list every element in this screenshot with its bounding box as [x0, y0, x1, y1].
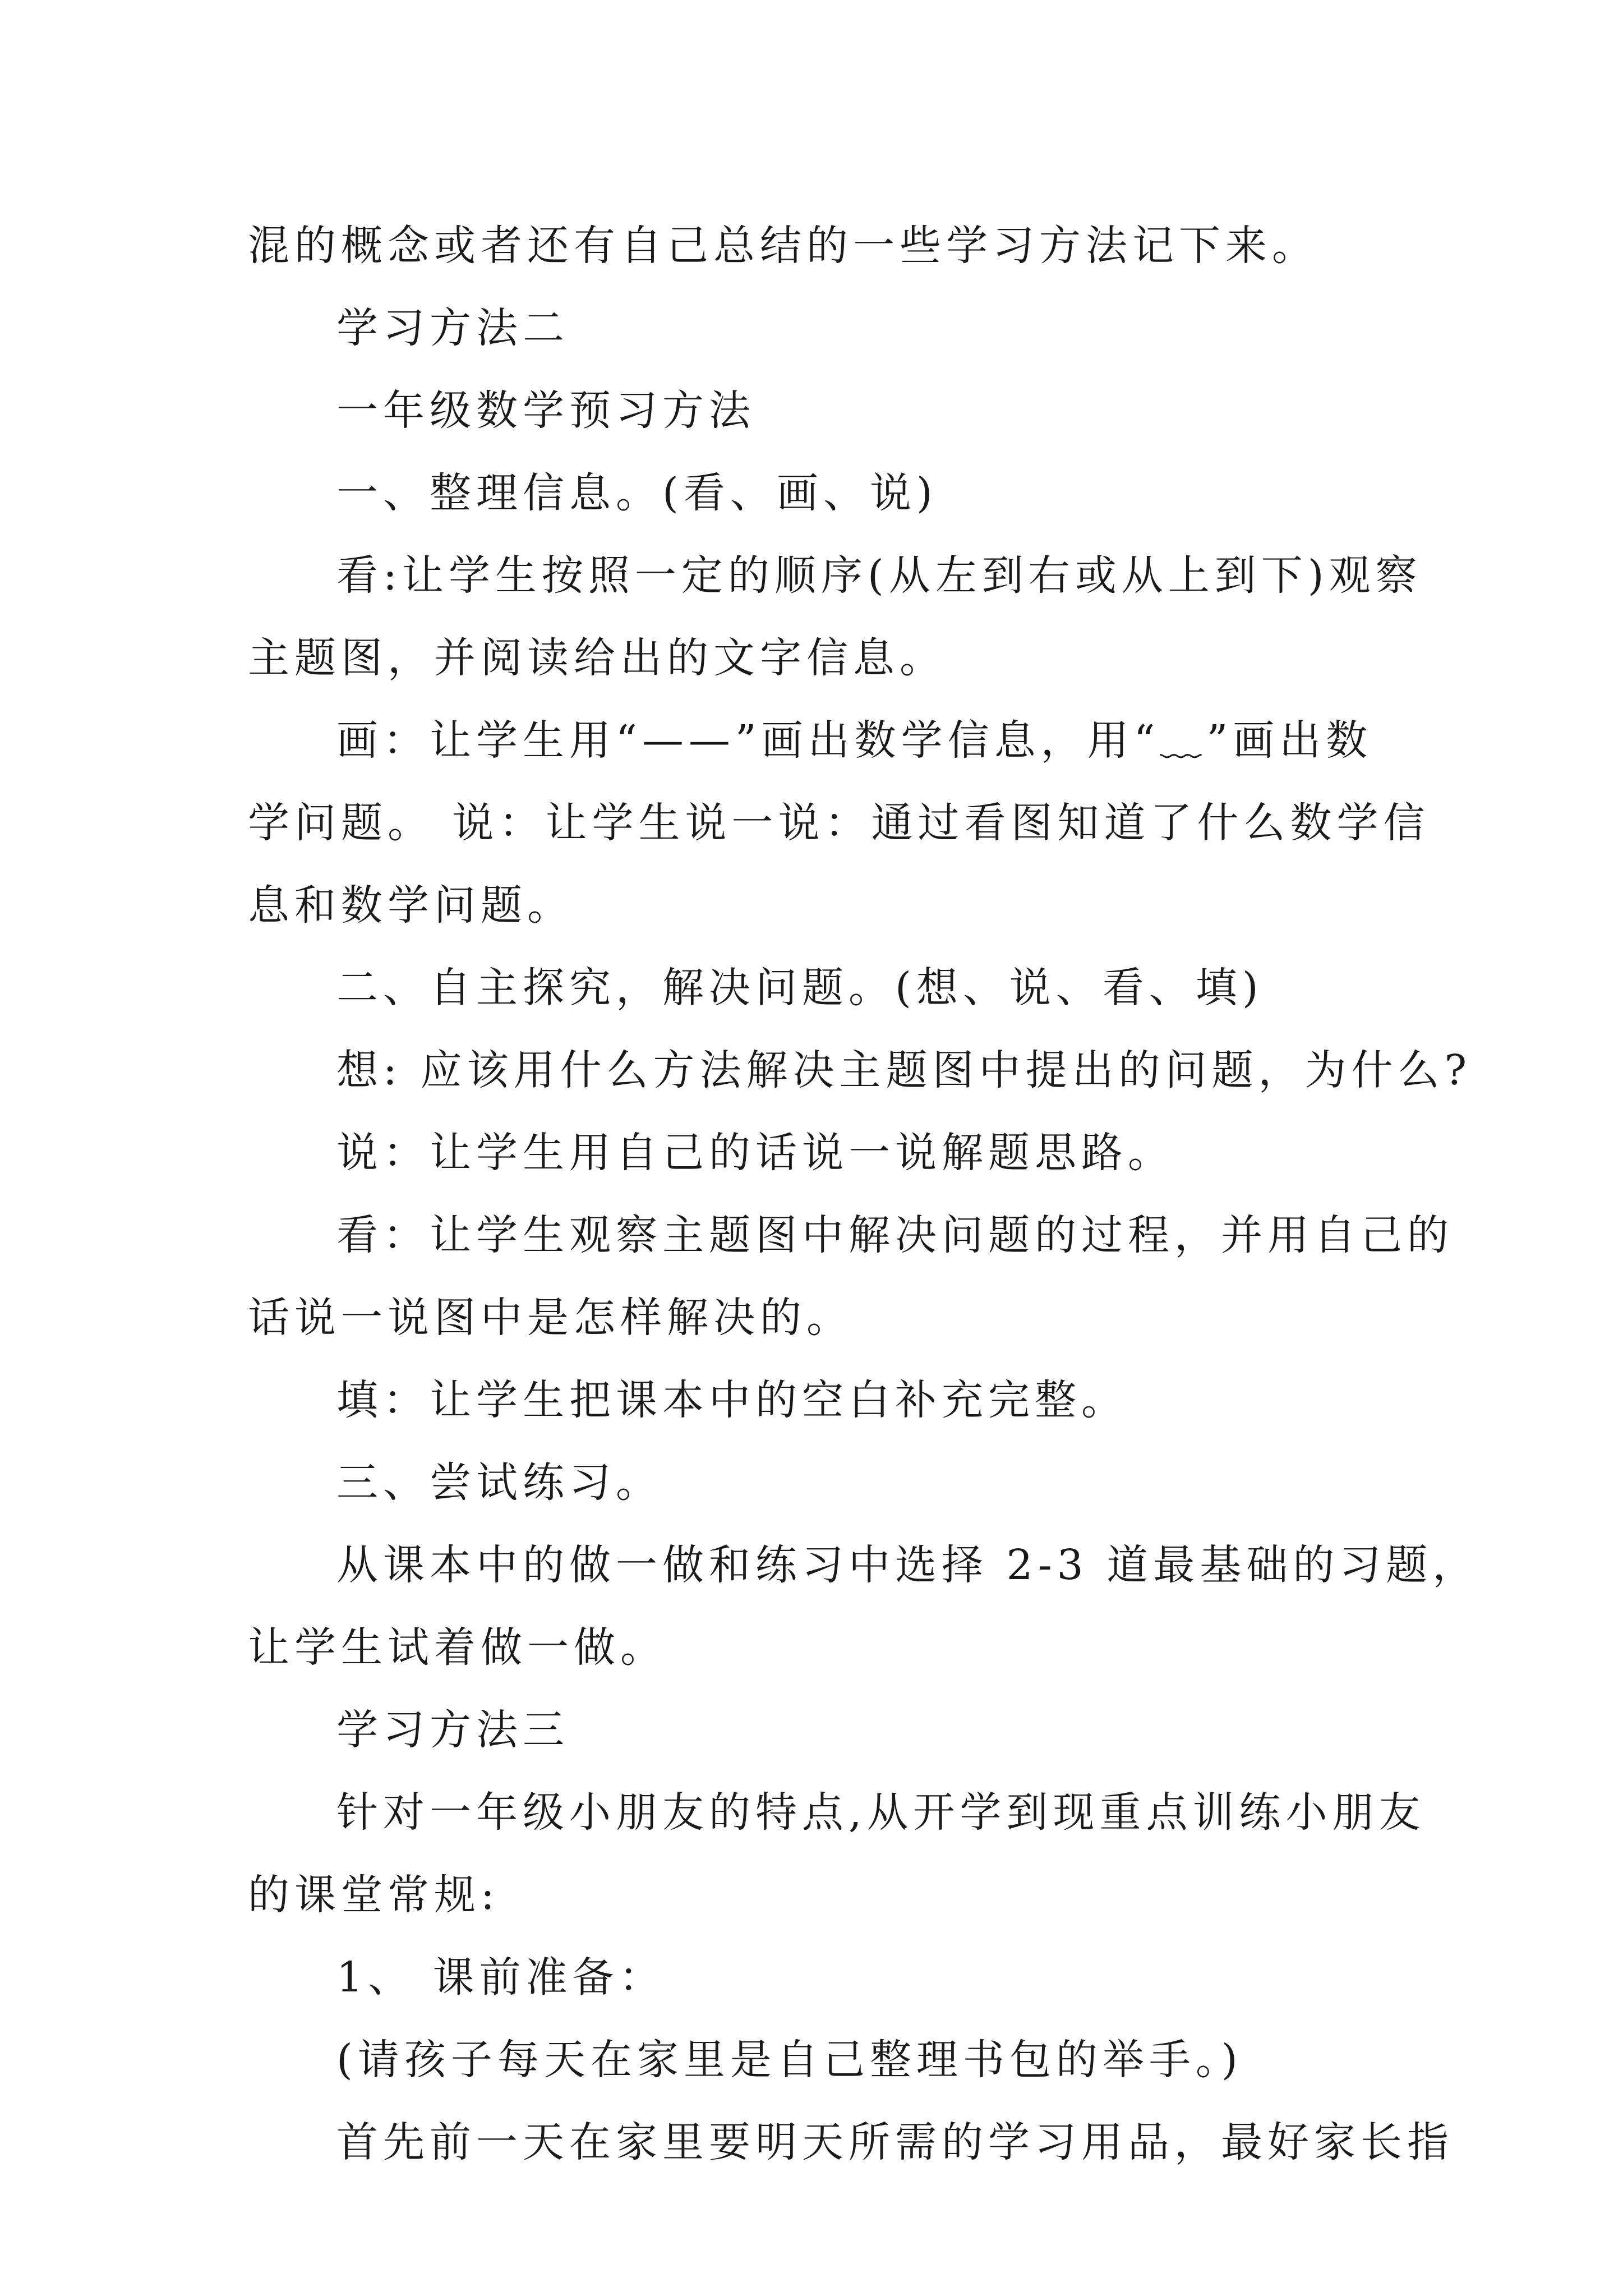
paragraph [248, 2019, 1392, 2101]
text-line: 的课堂常规: [248, 1871, 500, 1919]
text-line: 让学生试着做一做。 [248, 1623, 667, 1672]
paragraph [248, 535, 1422, 700]
paragraph [248, 370, 1392, 452]
text-line: 想: 应该用什么方法解决主题图中提出的问题，为什么? [336, 1046, 1472, 1094]
paragraph [248, 1524, 1479, 1689]
text-line: 话说一说图中是怎样解决的。 [248, 1294, 853, 1342]
paragraph [248, 1936, 1392, 2019]
text-line: 针对一年级小朋友的特点,从开学到现重点训练小朋友 [336, 1788, 1426, 1837]
paragraph [248, 1442, 1392, 1524]
text-line: (请孩子每天在家里是自己整理书包的举手。) [336, 2036, 1243, 2084]
paragraph [248, 1112, 1392, 1194]
text-line: 画：让学生用“——”画出数学信息，用“﹏”画出数 [336, 716, 1373, 765]
paragraph [248, 947, 1392, 1029]
paragraph [248, 205, 1392, 287]
text-line: 看:让学生按照一定的顺序(从左到右或从上到下)观察 [336, 551, 1422, 600]
paragraph [248, 452, 1392, 535]
paragraph [248, 1029, 1472, 1112]
text-line: 学习方法二 [336, 304, 569, 352]
text-line: 从课本中的做一做和练习中选择 2-3 道最基础的习题， [336, 1541, 1479, 1589]
text-line: 主题图，并阅读给出的文字信息。 [248, 634, 946, 682]
paragraph [248, 1359, 1392, 1442]
text-line: 息和数学问题。 [248, 881, 574, 930]
text-line: 学问题。 说：让学生说一说：通过看图知道了什么数学信 [248, 799, 1430, 847]
text-line: 看：让学生观察主题图中解决问题的过程，并用自己的 [336, 1211, 1454, 1259]
paragraph [248, 700, 1430, 947]
paragraph [248, 1772, 1426, 1936]
paragraph [248, 1689, 1392, 1772]
paragraph [248, 1194, 1454, 1359]
paragraph [248, 287, 1392, 370]
paragraph [248, 2101, 1454, 2184]
text-line: 一年级数学预习方法 [336, 386, 755, 435]
text-line: 三、尝试练习。 [336, 1458, 662, 1507]
text-line: 1、 课前准备： [336, 1953, 666, 2001]
text-line: 二、自主探究，解决问题。(想、说、看、填) [336, 964, 1264, 1012]
text-line: 填：让学生把课本中的空白补充完整。 [336, 1376, 1128, 1424]
document-body [248, 205, 1479, 2184]
text-line: 学习方法三 [336, 1706, 569, 1754]
text-line: 混的概念或者还有自己总结的一些学习方法记下来。 [248, 222, 1318, 270]
text-line: 首先前一天在家里要明天所需的学习用品，最好家长指 [336, 2118, 1454, 2166]
text-line: 一、整理信息。(看、画、说) [336, 469, 938, 517]
text-line: 说：让学生用自己的话说一说解题思路。 [336, 1129, 1174, 1177]
